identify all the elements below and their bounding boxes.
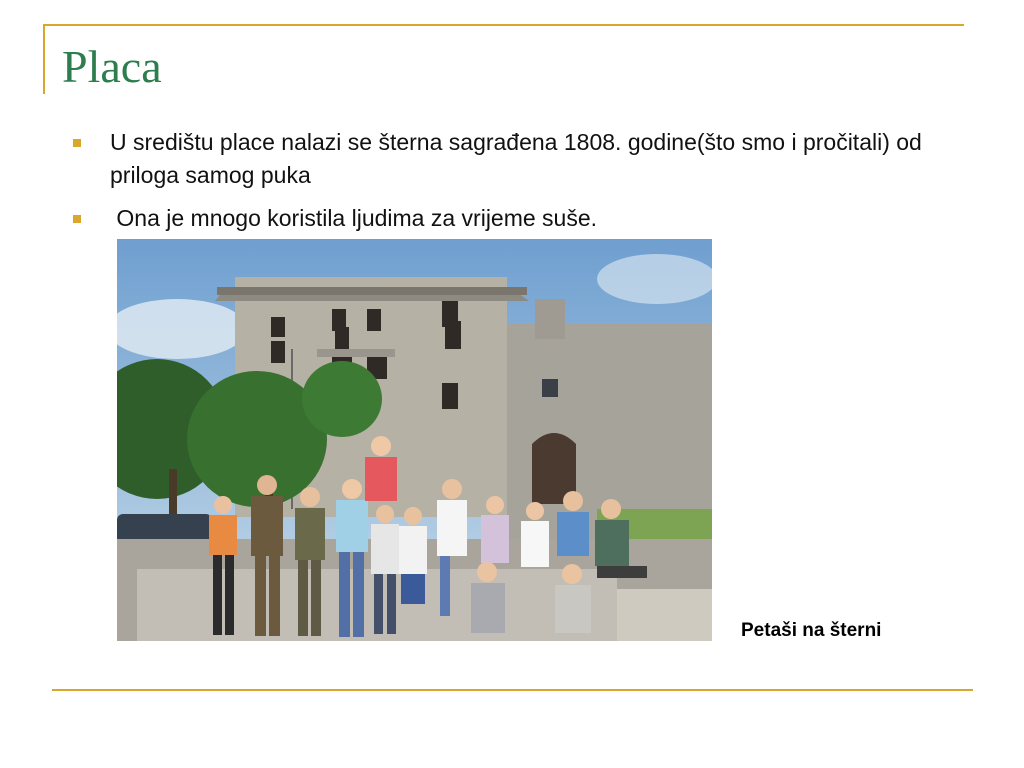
group-photo (117, 239, 712, 641)
bullet-item (70, 202, 970, 235)
top-rule (43, 24, 964, 26)
bullet-square-icon (73, 139, 81, 147)
photo-caption: Petaši na šterni (741, 620, 882, 641)
bullet-text: Ona je mnogo koristila ljudima za vrijeme suše. (110, 205, 598, 231)
left-rule (43, 24, 45, 94)
bullet-text: U središtu place nalazi se šterna sagrađena 1808. godine(što smo i pročitali) od priloga samog puka (110, 129, 922, 188)
bottom-rule (52, 689, 973, 691)
bullet-square-icon (73, 215, 81, 223)
slide-title: Placa (62, 41, 162, 92)
bullet-item (70, 126, 970, 192)
bullet-list (70, 126, 970, 245)
